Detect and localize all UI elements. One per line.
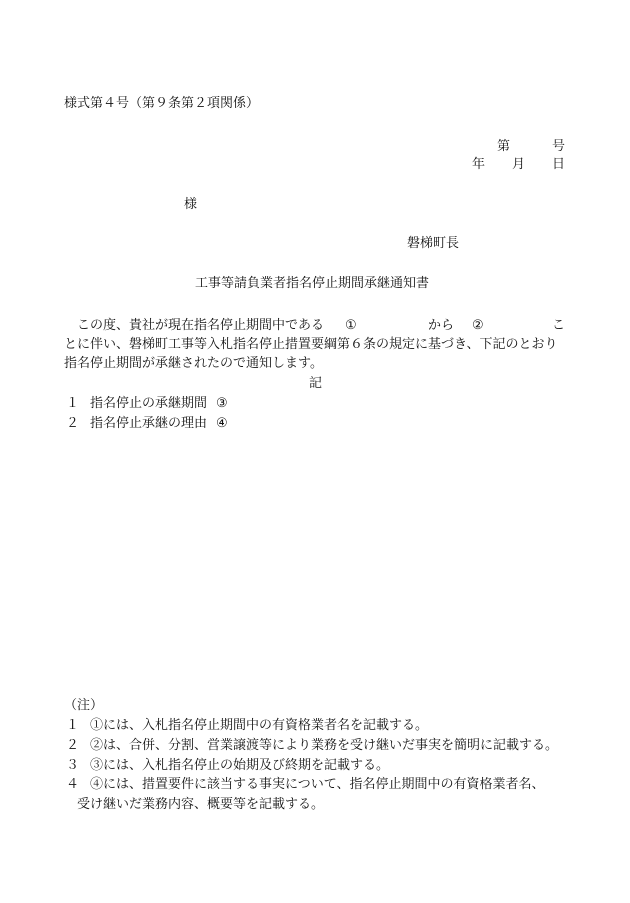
note-text: ①には、入札指名停止期間中の有資格業者名を記載する。 [90,718,429,733]
item-label: 指名停止承継の理由 [90,416,208,431]
body-line-1-end: こ [552,318,566,333]
note-number: ４ [66,777,80,792]
item-number: １ [66,396,80,411]
note-number: ２ [66,738,80,753]
note-text: ④には、措置要件に該当する事実について、指名停止期間中の有資格業者名、 [90,777,545,792]
body-line-3: 指名停止期間が承継されたので通知します。 [64,356,323,371]
number-suffix: 号 [552,139,566,154]
note-text: ②は、合併、分割、営業譲渡等により業務を受け継いだ事実を簡明に記載する。 [90,738,559,753]
item-marker: ④ [216,416,228,431]
body-kara: から [428,318,455,333]
blank-marker-1: ① [345,318,357,333]
body-line-2: とに伴い、磐梯町工事等入札指名停止措置要綱第６条の規定に基づき、下記のとおり [64,337,558,352]
number-prefix: 第 [497,139,511,154]
item-label: 指名停止の承継期間 [90,396,208,411]
sender-name: 磐梯町長 [407,236,460,251]
note-text-continuation: 受け継いだ業務内容、概要等を記載する。 [77,797,325,812]
item-marker: ③ [216,396,228,411]
blank-marker-2: ② [472,318,484,333]
date-year: 年 [472,157,486,172]
note-text: ③には、入札指名停止の始期及び終期を記載する。 [90,758,390,773]
form-label: 様式第４号（第９条第２項関係） [64,96,260,111]
body-line-1-lead: この度、貴社が現在指名停止期間中である [77,318,325,333]
addressee-suffix: 様 [184,197,198,212]
note-number: ３ [66,758,80,773]
date-month: 月 [512,157,526,172]
note-number: １ [66,718,80,733]
document-title: 工事等請負業者指名停止期間承継通知書 [195,276,430,291]
date-day: 日 [552,157,566,172]
ki-heading: 記 [309,376,323,391]
item-number: ２ [66,416,80,431]
notes-heading: （注） [64,698,104,713]
